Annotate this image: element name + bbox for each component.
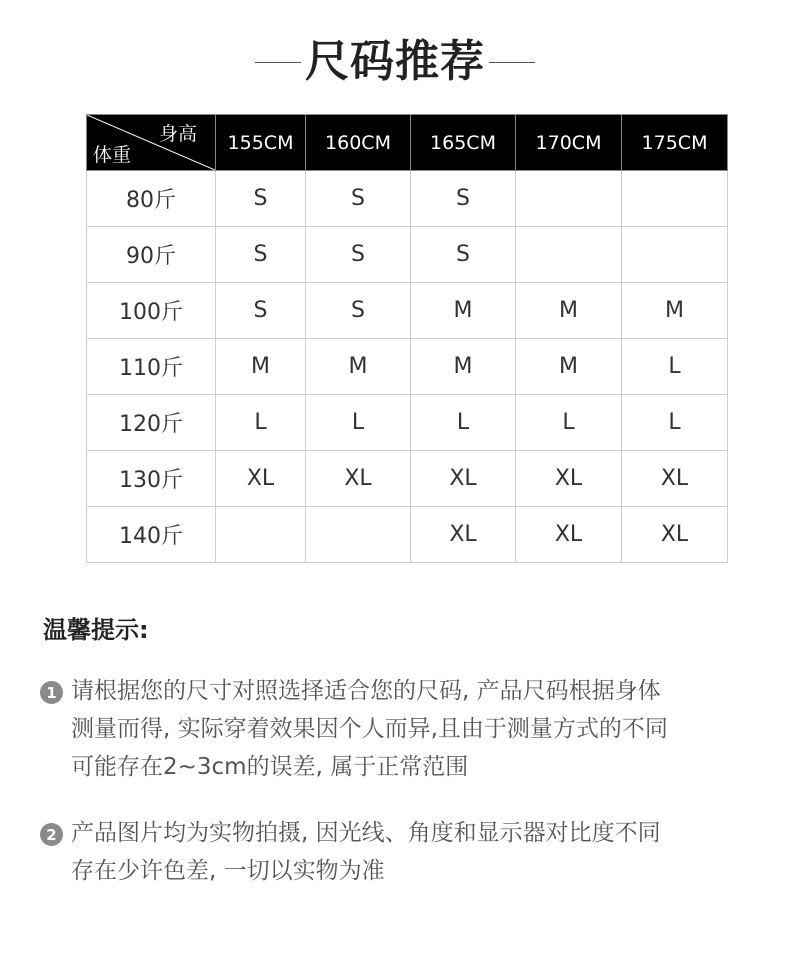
size-cell: S bbox=[411, 227, 516, 283]
table-header-row bbox=[87, 115, 728, 171]
size-cell: XL bbox=[216, 451, 306, 507]
weight-axis-label: 体重 bbox=[93, 144, 132, 166]
header-height-160: 160CM bbox=[306, 115, 411, 171]
size-cell: S bbox=[306, 171, 411, 227]
size-cell: S bbox=[216, 227, 306, 283]
table-row bbox=[87, 339, 728, 395]
weight-cell: 100斤 bbox=[87, 283, 216, 339]
number-badge-icon: 1 bbox=[40, 681, 63, 704]
size-cell: XL bbox=[411, 451, 516, 507]
size-cell: XL bbox=[306, 451, 411, 507]
size-cell bbox=[516, 171, 622, 227]
size-cell: L bbox=[306, 395, 411, 451]
header-height-155: 155CM bbox=[216, 115, 306, 171]
size-cell: M bbox=[306, 339, 411, 395]
header-height-170: 170CM bbox=[516, 115, 622, 171]
table-row bbox=[87, 451, 728, 507]
header-height-165: 165CM bbox=[411, 115, 516, 171]
tip-item bbox=[40, 672, 760, 786]
table-row bbox=[87, 283, 728, 339]
title-left-line bbox=[255, 62, 301, 63]
size-cell: M bbox=[516, 283, 622, 339]
size-cell: S bbox=[306, 283, 411, 339]
size-cell: S bbox=[216, 283, 306, 339]
weight-cell: 130斤 bbox=[87, 451, 216, 507]
page-title-row bbox=[0, 32, 790, 92]
size-cell: M bbox=[216, 339, 306, 395]
tips-title: 温馨提示: bbox=[43, 616, 149, 644]
size-cell: L bbox=[411, 395, 516, 451]
size-cell: M bbox=[516, 339, 622, 395]
weight-cell: 140斤 bbox=[87, 507, 216, 563]
tip-line: 产品图片均为实物拍摄, 因光线、角度和显示器对比度不同 bbox=[71, 820, 661, 846]
height-axis-label: 身高 bbox=[158, 123, 197, 145]
weight-cell: 120斤 bbox=[87, 395, 216, 451]
size-cell: L bbox=[516, 395, 622, 451]
size-cell: M bbox=[411, 339, 516, 395]
title-right-line bbox=[489, 62, 535, 63]
weight-cell: 110斤 bbox=[87, 339, 216, 395]
table-row bbox=[87, 395, 728, 451]
page-title: 尺码推荐 bbox=[305, 36, 485, 87]
weight-cell: 80斤 bbox=[87, 171, 216, 227]
size-cell: S bbox=[411, 171, 516, 227]
tip-line: 存在少许色差, 一切以实物为准 bbox=[71, 858, 385, 884]
tip-line: 请根据您的尺寸对照选择适合您的尺码, 产品尺码根据身体 bbox=[71, 678, 661, 704]
tip-line: 测量而得, 实际穿着效果因个人而异,且由于测量方式的不同 bbox=[71, 716, 668, 742]
size-cell: XL bbox=[622, 507, 728, 563]
table-row bbox=[87, 507, 728, 563]
weight-cell: 90斤 bbox=[87, 227, 216, 283]
header-height-175: 175CM bbox=[622, 115, 728, 171]
number-badge-icon: 2 bbox=[40, 823, 63, 846]
size-cell: L bbox=[216, 395, 306, 451]
size-chart-table bbox=[86, 114, 728, 563]
size-cell: M bbox=[622, 283, 728, 339]
table-row bbox=[87, 171, 728, 227]
size-cell: S bbox=[306, 227, 411, 283]
size-cell: M bbox=[411, 283, 516, 339]
size-cell bbox=[622, 171, 728, 227]
size-cell: XL bbox=[411, 507, 516, 563]
size-cell: XL bbox=[622, 451, 728, 507]
size-cell bbox=[516, 227, 622, 283]
size-cell bbox=[622, 227, 728, 283]
size-cell bbox=[306, 507, 411, 563]
corner-header-cell bbox=[87, 115, 216, 171]
tip-line: 可能存在2~3cm的误差, 属于正常范围 bbox=[71, 754, 469, 780]
size-cell: XL bbox=[516, 451, 622, 507]
tip-item bbox=[40, 814, 760, 890]
size-cell: L bbox=[622, 339, 728, 395]
tip-text bbox=[71, 814, 760, 890]
size-cell: XL bbox=[516, 507, 622, 563]
size-cell: L bbox=[622, 395, 728, 451]
tip-text bbox=[71, 672, 760, 786]
size-cell: S bbox=[216, 171, 306, 227]
table-row bbox=[87, 227, 728, 283]
size-cell bbox=[216, 507, 306, 563]
